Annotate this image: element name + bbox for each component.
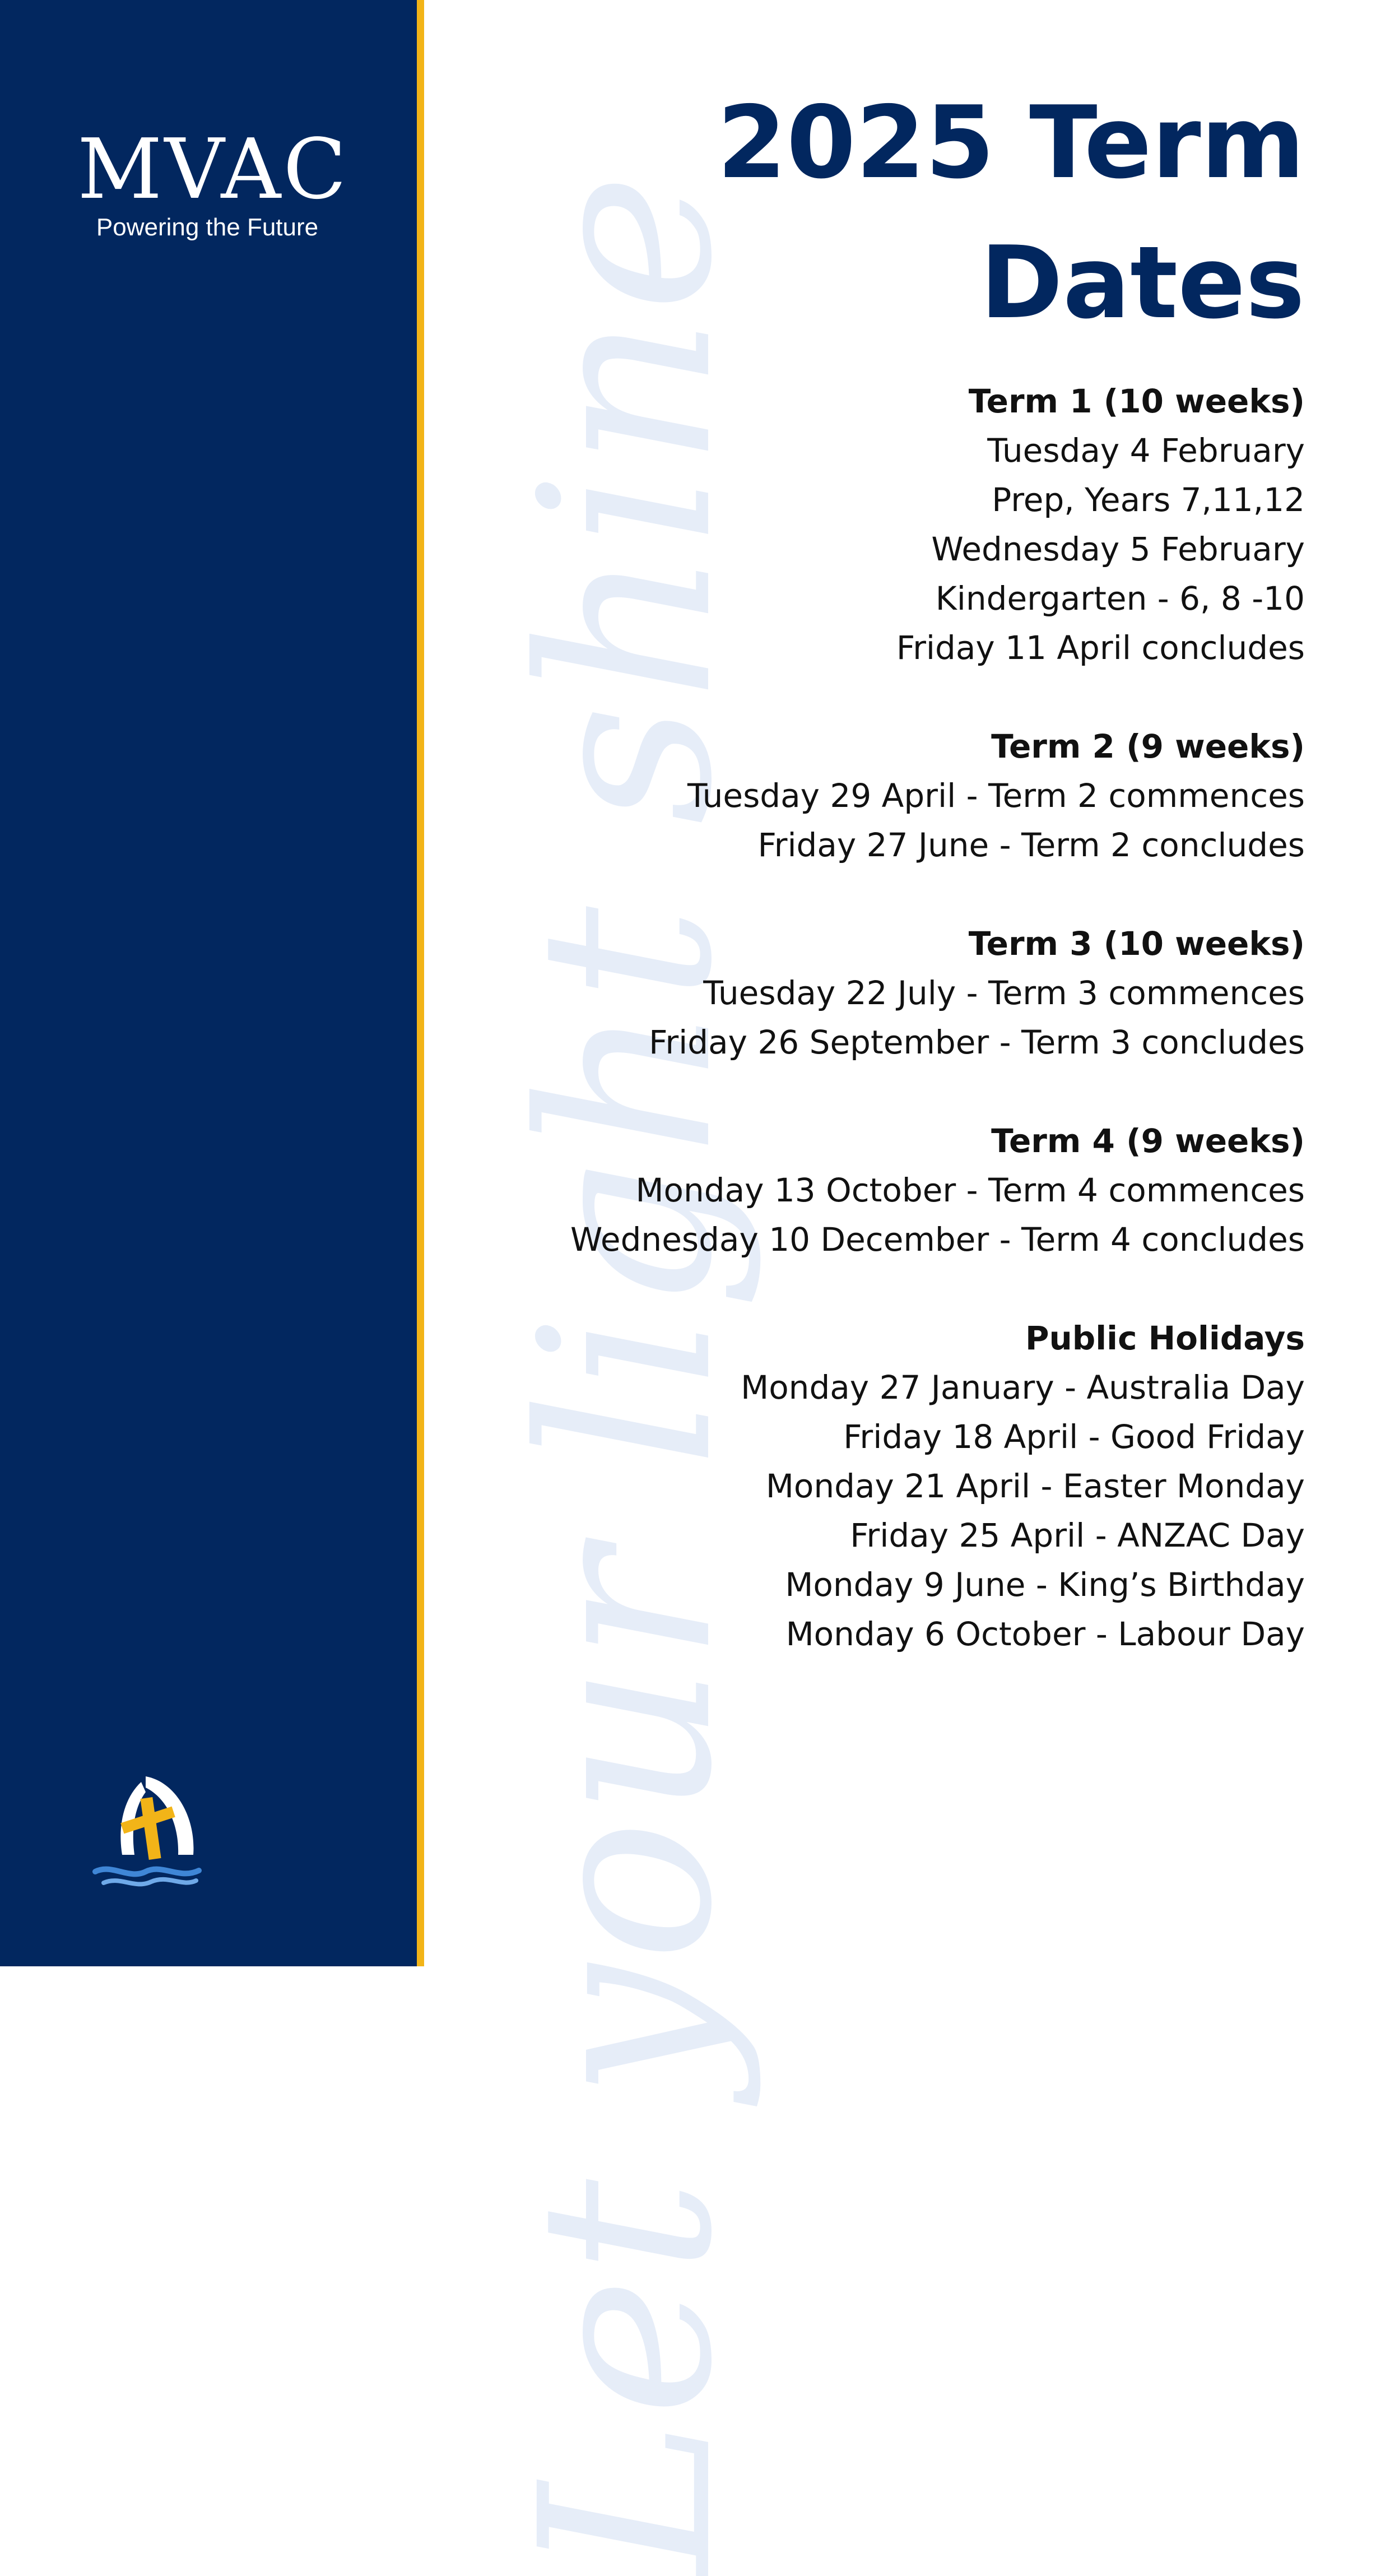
date-line: Tuesday 22 July - Term 3 commences	[703, 974, 1305, 1012]
section-term-4	[408, 1116, 1305, 1264]
section-heading: Term 4 (9 weeks)	[991, 1122, 1305, 1160]
term-dates-content	[408, 377, 1305, 1708]
date-line: Monday 21 April - Easter Monday	[765, 1467, 1305, 1505]
school-crest-icon	[78, 1765, 213, 1900]
date-line: Wednesday 5 February	[931, 530, 1305, 568]
date-line: Friday 27 June - Term 2 concludes	[757, 826, 1305, 864]
date-line: Friday 18 April - Good Friday	[843, 1418, 1305, 1456]
section-term-1	[408, 377, 1305, 672]
section-public-holidays	[408, 1313, 1305, 1659]
section-term-3	[408, 919, 1305, 1067]
date-line: Friday 25 April - ANZAC Day	[850, 1516, 1305, 1554]
watermark-motto: Let your light shine	[490, 169, 764, 2576]
date-line: Kindergarten - 6, 8 -10	[935, 579, 1305, 618]
school-logo-wordmark: MVAC	[77, 121, 349, 217]
date-line: Monday 6 October - Labour Day	[785, 1615, 1305, 1653]
date-line: Monday 13 October - Term 4 commences	[635, 1171, 1305, 1209]
section-heading: Term 2 (9 weeks)	[991, 727, 1305, 765]
date-line: Monday 27 January - Australia Day	[741, 1368, 1305, 1407]
section-heading: Public Holidays	[1025, 1319, 1305, 1357]
school-tagline: Powering the Future	[96, 213, 319, 241]
section-term-2	[408, 722, 1305, 870]
date-line: Prep, Years 7,11,12	[992, 481, 1305, 519]
date-line: Monday 9 June - King’s Birthday	[785, 1566, 1305, 1604]
section-heading: Term 1 (10 weeks)	[968, 382, 1305, 420]
date-line: Tuesday 29 April - Term 2 commences	[687, 777, 1305, 815]
date-line: Wednesday 10 December - Term 4 concludes	[570, 1220, 1305, 1259]
page-title-line-1: 2025 Term	[717, 85, 1305, 201]
date-line: Friday 11 April concludes	[896, 629, 1305, 667]
page-title-line-2: Dates	[980, 225, 1305, 341]
date-line: Tuesday 4 February	[987, 431, 1305, 470]
date-line: Friday 26 September - Term 3 concludes	[649, 1023, 1305, 1061]
section-heading: Term 3 (10 weeks)	[968, 925, 1305, 963]
page-title	[577, 73, 1305, 353]
sidebar	[0, 0, 417, 1966]
